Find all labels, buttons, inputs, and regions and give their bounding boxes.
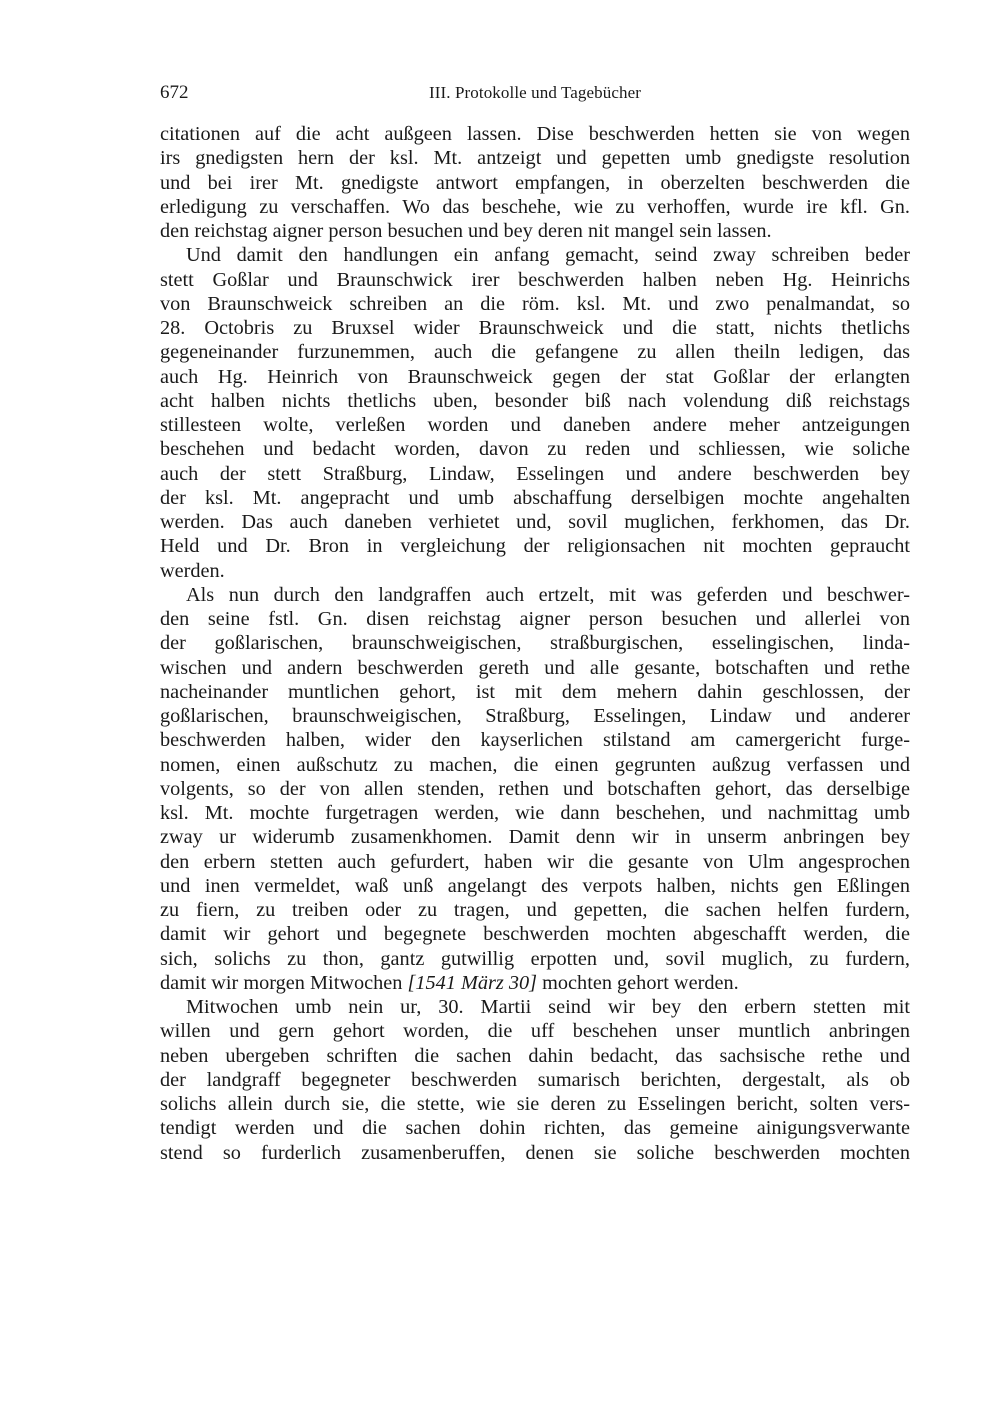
text-line: werden. Das auch daneben verhietet und, sovil muglichen, ferkhomen, das Dr. bbox=[160, 511, 910, 533]
text-line: damit wir gehort und begegnete beschwerden mochten abgeschafft werden, die bbox=[160, 923, 910, 946]
text-line: der landgraff begegneter beschwerden sumarisch berichten, dergestalt, als ob bbox=[160, 1068, 910, 1091]
text-line: von Braunschweick schreiben an die röm. ksl. Mt. und zwo penalmandat, so bbox=[160, 292, 910, 315]
text-line: und bei irer Mt. gnedigste antwort empfangen, in oberzelten beschwerden die bbox=[160, 171, 910, 194]
page-number: 672 bbox=[160, 82, 189, 103]
paragraph-1 bbox=[160, 122, 910, 243]
text-line: Held und Dr. Bron in vergleichung der religionsachen nit mochten gepraucht bbox=[160, 535, 910, 558]
text-line: volgents, so der von allen stenden, rethen und botschaften gehort, das derselbige bbox=[160, 777, 910, 800]
text-line: der ksl. Mt. angepracht und umb abschaffung derselbigen mochte angehalten bbox=[160, 486, 910, 509]
text-line bbox=[160, 971, 910, 995]
text-line: sich, solichs zu thon, gantz gutwillig erpotten und, sovil muglich, zu furdern, bbox=[160, 947, 910, 970]
text-line: neben ubergeben schriften die sachen dahin bedacht, das sachsische rethe und bbox=[160, 1044, 910, 1067]
text-line: zway ur widerumb zusamenkhomen. Damit denn wir in unserm anbringen bey bbox=[160, 826, 910, 849]
text-line: beschwerden halben, wider den kayserlichen stilstand am camergericht furge- bbox=[160, 729, 910, 752]
text-line: auch der stett Straßburg, Lindaw, Esselingen und andere beschwerden bey bbox=[160, 462, 910, 485]
paragraph-4 bbox=[160, 995, 910, 1165]
running-title: III. Protokolle und Tagebücher bbox=[428, 83, 642, 102]
text-line: irs gnedigsten hern der ksl. Mt. antzeigt und gepetten umb gnedigste resolution bbox=[160, 147, 910, 170]
document-page bbox=[160, 78, 910, 1165]
text-line: willen und gern gehort worden, die uff beschehen unser muntlich anbringen bbox=[160, 1020, 910, 1043]
text-line: zu fiern, zu treiben oder zu tragen, und gepetten, die sachen helfen furdern, bbox=[160, 899, 910, 921]
text-line: tendigt werden und die sachen dohin richten, das gemeine ainigungsverwante bbox=[160, 1117, 910, 1140]
text-line: citationen auf die acht außgeen lassen. Dise beschwerden hetten sie von wegen bbox=[160, 123, 910, 145]
text-line: solichs allein durch sie, die stette, wie sie deren zu Esselingen bericht, solten vers- bbox=[160, 1093, 910, 1115]
text-line: werden. bbox=[160, 559, 225, 582]
text-line: wischen und andern beschwerden gereth und alle gesante, botschaften und rethe bbox=[160, 656, 910, 679]
text-line: beschehen und bedacht worden, davon zu reden und schliessen, wie soliche bbox=[160, 438, 910, 461]
text-line: den seine fstl. Gn. disen reichstag aigner person besuchen und allerlei von bbox=[160, 608, 910, 630]
editorial-date-annotation: [1541 März 30] bbox=[407, 971, 538, 994]
text-line: stillesteen wolte, verleßen worden und daneben andere meher antzeigungen bbox=[160, 414, 910, 436]
running-head bbox=[160, 78, 910, 108]
text-line: Und damit den handlungen ein anfang gemacht, seind zway schreiben beder bbox=[186, 244, 910, 267]
paragraph-2 bbox=[160, 243, 910, 583]
text-run: damit wir morgen Mitwochen bbox=[160, 971, 408, 994]
text-line: gegeneinander furzunemmen, auch die gefangene zu allen theiln ledigen, das bbox=[160, 341, 910, 364]
text-line: auch Hg. Heinrich von Braunschweick gegen der stat Goßlar der erlangten bbox=[160, 365, 910, 388]
text-line: der goßlarischen, braunschweigischen, straßburgischen, esselingischen, linda- bbox=[160, 632, 910, 655]
text-line: ksl. Mt. mochte furgetragen werden, wie dann beschehen, und nachmittag umb bbox=[160, 802, 910, 824]
text-line: Mitwochen umb nein ur, 30. Martii seind wir bey den erbern stetten mit bbox=[186, 996, 910, 1018]
text-line: nacheinander muntlichen gehort, ist mit dem mehern dahin geschlossen, der bbox=[160, 680, 910, 703]
text-line: und inen vermeldet, waß unß angelangt des verpots halben, nichts gen Eßlingen bbox=[160, 874, 910, 897]
text-line: stett Goßlar und Braunschwick irer beschwerden halben neben Hg. Heinrichs bbox=[160, 268, 910, 291]
text-line: den erbern stetten auch gefurdert, haben wir die gesante von Ulm angesprochen bbox=[160, 850, 910, 873]
text-line: 28. Octobris zu Bruxsel wider Braunschweick und die statt, nichts thetlichs bbox=[160, 317, 910, 339]
body-text bbox=[160, 122, 910, 1165]
text-line: erledigung zu verschaffen. Wo das beschehe, wie zu verhoffen, wurde ire kfl. Gn. bbox=[160, 195, 910, 218]
text-line: stend so furderlich zusamenberuffen, denen sie soliche beschwerden mochten bbox=[160, 1141, 910, 1164]
text-line: nomen, einen außschutz zu machen, die einen gegrunten außzug verfassen und bbox=[160, 753, 910, 776]
text-line: Als nun durch den landgraffen auch ertzelt, mit was geferden und beschwer- bbox=[186, 583, 910, 606]
text-line: goßlarischen, braunschweigischen, Straßburg, Esselingen, Lindaw und anderer bbox=[160, 705, 910, 727]
text-line: den reichstag aigner person besuchen und bey deren nit mangel sein lassen. bbox=[160, 220, 772, 242]
paragraph-3 bbox=[160, 583, 910, 995]
text-run: mochten gehort werden. bbox=[537, 971, 739, 994]
text-line: acht halben nichts thetlichs uben, besonder biß nach volendung diß reichstags bbox=[160, 389, 910, 412]
